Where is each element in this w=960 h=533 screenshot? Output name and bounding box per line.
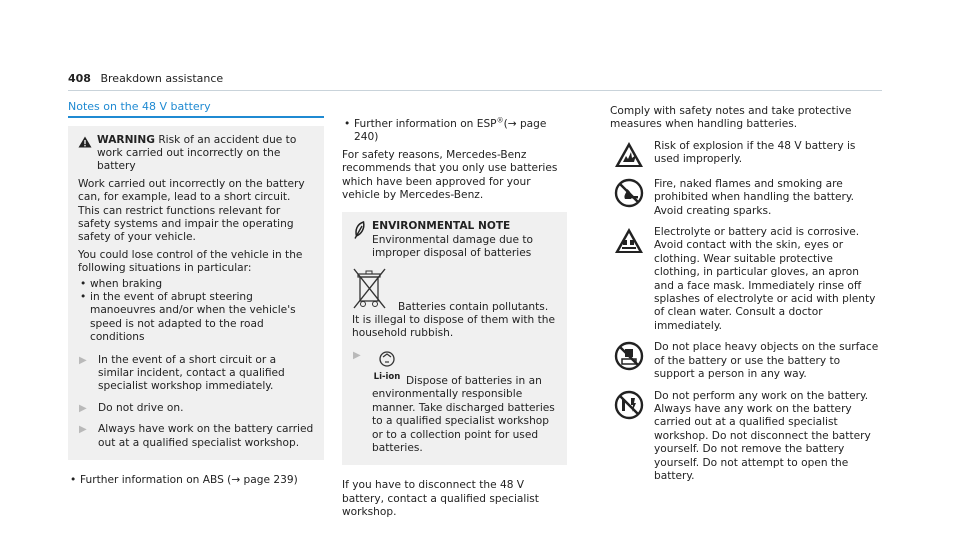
pollutants-text: Batteries contain pollutants. It is illegal to dispose of them with the household rubbish. — [352, 300, 556, 340]
safety-paragraph: For safety reasons, Mercedes-Benz recommends that you only use batteries which have been approved for your vehicle by Mercedes-Benz. — [342, 148, 558, 202]
step-text: In the event of a short circuit or a similar incident, contact a qualified specialist workshop immediately. — [98, 353, 285, 393]
middle-column — [342, 118, 567, 520]
warning-intro: You could lose control of the vehicle in the following situations in particular: — [78, 248, 303, 275]
environment-lead — [372, 220, 557, 260]
step-arrow-icon: ▶ — [79, 354, 87, 366]
abs-info-link[interactable]: • Further information on ABS (→ page 239) — [68, 474, 324, 487]
section-name: Breakdown assistance — [100, 72, 224, 85]
warning-steps — [78, 354, 314, 450]
environment-label: ENVIRONMENTAL NOTE — [372, 220, 511, 233]
page-number: 408 — [68, 72, 91, 85]
esp-page-ref: (→ page 240) — [354, 118, 547, 144]
environment-leaf-icon — [354, 221, 366, 239]
header-divider — [68, 90, 882, 91]
hazard-text: Do not perform any work on the battery. Always have any work on the battery carried out at a qualified specialist workshop. Do not disconnect the battery yourself. Do not remove the battery yourself. Do not attempt to open the battery. — [654, 389, 871, 482]
corrosive-warning-icon — [614, 226, 644, 256]
environment-lead-text: Environmental damage due to improper disposal of batteries — [372, 233, 534, 260]
right-column — [610, 105, 882, 483]
section-title: Notes on the 48 V battery — [68, 100, 211, 113]
hazard-item — [610, 140, 882, 170]
li-ion-label: Li-ion — [373, 371, 401, 382]
step-item — [78, 423, 314, 450]
hazard-item — [610, 341, 882, 381]
esp-info-link[interactable] — [342, 118, 567, 145]
explosion-warning-icon — [614, 140, 644, 170]
disconnect-paragraph: If you have to disconnect the 48 V battery, contact a qualified specialist workshop. — [342, 479, 539, 519]
dispose-text: Dispose of batteries in an environmentally responsible manner. Take discharged batteries to a qualified specialist workshop or to a collection point for used batteries. — [372, 374, 555, 454]
warning-body: Work carried out incorrectly on the battery can, for example, lead to a short circuit. This can restrict functions relevant for safety systems and impair the operating safety of your vehicle. — [78, 177, 305, 244]
list-item: • when braking — [78, 278, 314, 291]
situation-list — [78, 278, 314, 345]
no-heavy-objects-icon — [614, 341, 644, 371]
step-item — [78, 402, 314, 415]
no-fire-no-smoking-icon — [614, 178, 644, 208]
section-title-underline — [68, 116, 324, 118]
protective-measures-intro: Comply with safety notes and take protective measures when handling batteries. — [610, 105, 852, 131]
registered-mark: ® — [496, 116, 504, 125]
li-ion-recycling-icon — [372, 349, 402, 383]
step-text: Do not drive on. — [98, 401, 184, 414]
warning-lead — [97, 134, 314, 174]
hazard-item — [610, 390, 882, 484]
warning-label: WARNING — [97, 133, 155, 146]
hazard-text: Do not place heavy objects on the surface of the battery or use the battery to support a person in any way. — [654, 341, 879, 381]
hazard-text: Electrolyte or battery acid is corrosive. Avoid contact with the skin, eyes or clothing. Wear suitable protective clothing, in particular gloves, an apron and a face mask. Immediately rinse off splashes of electrolyte or acid with plenty of clean water. Consult a doctor immediately. — [654, 226, 876, 332]
list-item: • in the event of abrupt steering manoeuvres and/or when the vehicle's speed is not adapted to the road conditions — [78, 291, 314, 345]
step-arrow-icon: ▶ — [79, 424, 87, 436]
no-work-on-battery-icon — [614, 390, 644, 420]
warning-triangle-icon — [78, 136, 92, 148]
step-text: Always have work on the battery carried out at a qualified specialist workshop. — [98, 423, 314, 449]
crossed-bin-icon — [352, 267, 388, 311]
environment-box — [342, 212, 567, 465]
hazard-item — [610, 178, 882, 218]
esp-info-text: Further information on ESP — [354, 118, 497, 130]
hazard-text: Fire, naked flames and smoking are prohibited when handling the battery. Avoid creating sparks. — [654, 177, 855, 217]
hazard-text: Risk of explosion if the 48 V battery is used improperly. — [654, 139, 856, 166]
step-arrow-icon: ▶ — [79, 402, 87, 414]
step-arrow-icon: ▶ — [353, 349, 361, 361]
page-header — [68, 72, 223, 85]
step-item — [78, 354, 314, 394]
hazard-item — [610, 226, 882, 333]
warning-lead-text: Risk of an accident due to work carried out incorrectly on the battery — [97, 133, 297, 173]
notes-column — [68, 100, 324, 487]
warning-box — [68, 126, 324, 461]
